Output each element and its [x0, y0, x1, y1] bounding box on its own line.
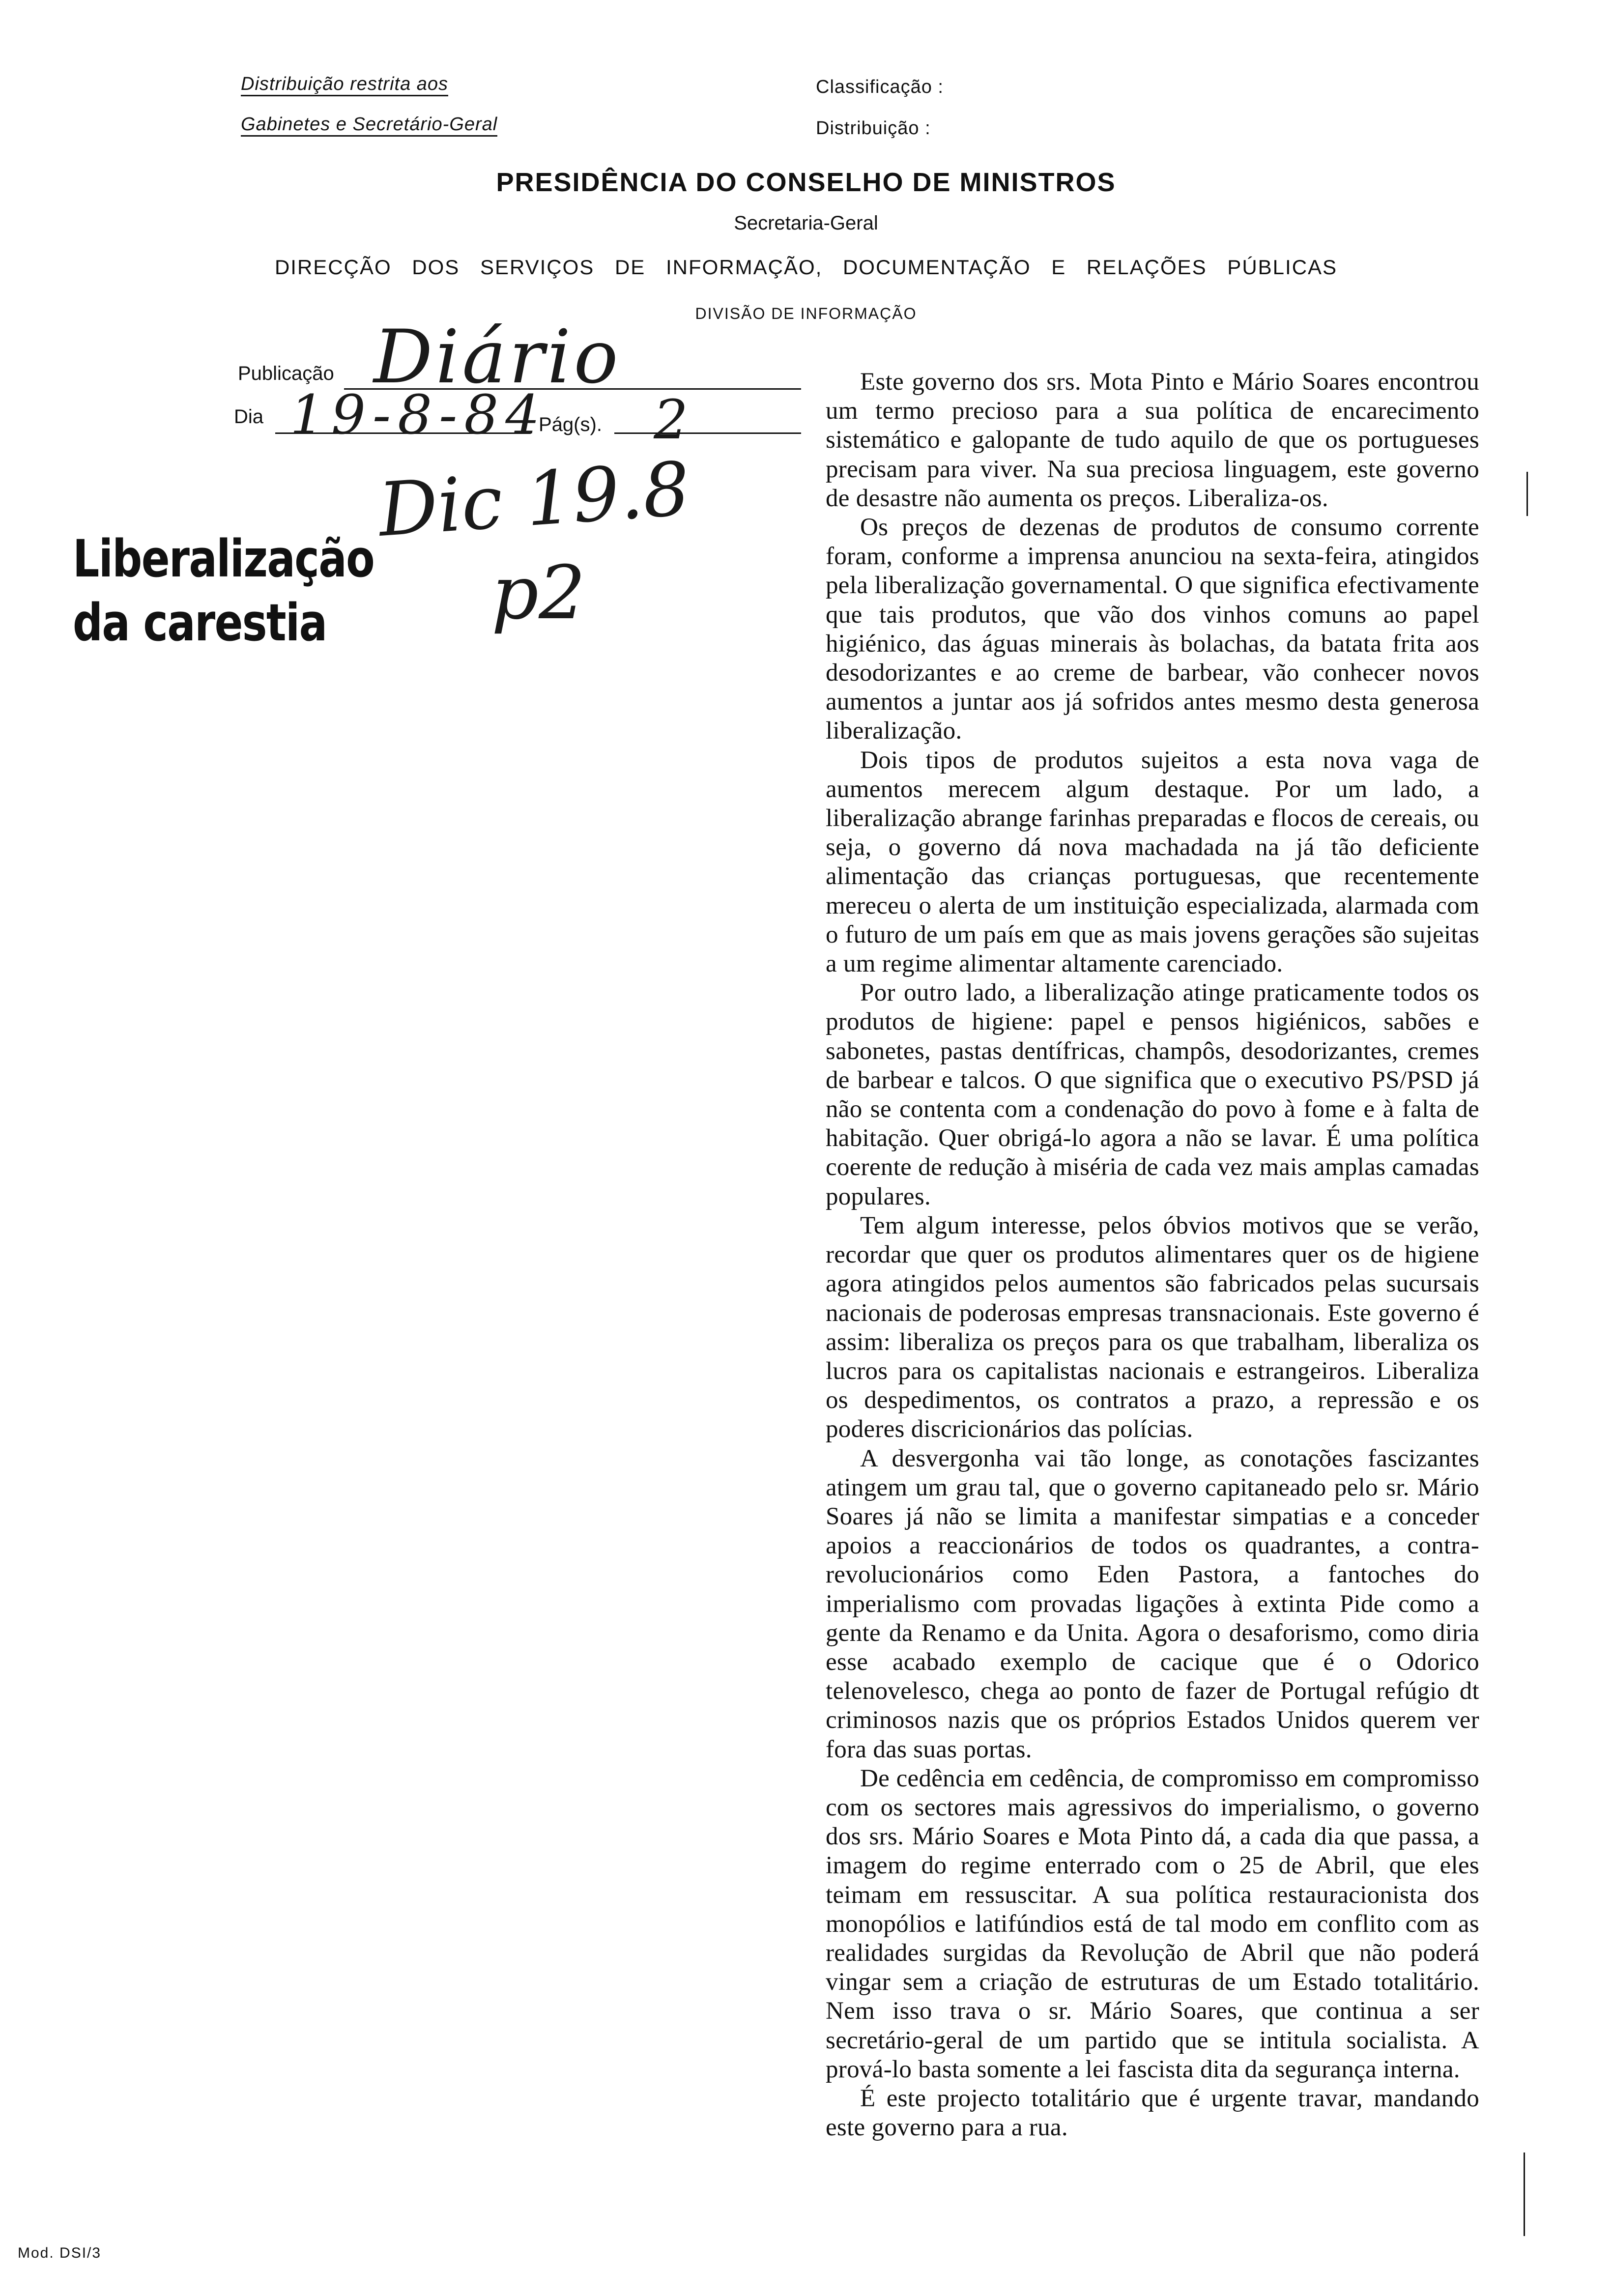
page-line — [614, 432, 801, 434]
article-paragraph: Tem algum interesse, pelos óbvios motivos que se verão, recordar que quer os produtos alimentares quer os de higiene agora atingidos pelos aumentos são fabricados pelas sucursais nacionais de poderosas empresas transnacionais. Este governo é assim: liberaliza os preços para os que trabalham, liberaliza os lucros para os capitalistas nacionais e estrangeiros. Liberaliza os despedimentos, os contratos a prazo, a repressão e os poderes discricionários das polícias. — [826, 1211, 1479, 1443]
handwritten-annotation-date: Dic 19.8 — [375, 446, 693, 553]
day-label: Dia — [234, 406, 264, 428]
article-paragraph: Por outro lado, a liberalização atinge praticamente todos os produtos de higiene: papel e pensos higiénicos, sabões e sabonetes, pastas dentífricas, champôs, desodorizantes, cremes de barbear e talcos. O que significa que o executivo PS/PSD já não se contenta com a condenação do povo à fome e à falta de habitação. Quer obrigá-lo agora a não se lavar. É uma política coerente de redução à miséria de cada vez mais amplas camadas populares. — [826, 979, 1479, 1210]
distribution-label: Distribuição : — [816, 118, 931, 139]
classification-label: Classificação : — [816, 77, 944, 97]
restricted-distribution-line1: Distribuição restrita aos — [241, 74, 448, 96]
article-paragraph: Dois tipos de produtos sujeitos a esta nova vaga de aumentos merecem algum destaque. Por um lado, a liberalização abrange farinhas preparadas e flocos de cereais, ou seja, o governo dá nova machadada na já tão deficiente alimentação das crianças portuguesas, que recentemente mereceu o alerta de um instituição especializada, alarmada com o futuro de um país em que as mais jovens gerações são sujeitas a um regime alimentar altamente carenciado. — [826, 746, 1479, 978]
page-label: Pág(s). — [539, 414, 602, 435]
article-paragraph: Os preços de dezenas de produtos de consumo corrente foram, conforme a imprensa anunciou na sexta-feira, atingidos pela liberalização governamental. O que significa efectivamente que tais produtos, que vão dos vinhos comuns ao papel higiénico, das águas minerais às bolachas, da batata frita aos desodorizantes e ao creme de barbear, vão conhecer novos aumentos a juntar aos já sofridos antes mesmo desta generosa liberalização. — [826, 514, 1479, 745]
day-handwritten: 19-8-84 — [290, 383, 547, 446]
handwritten-annotation-page: p2 — [491, 550, 586, 636]
publication-handwritten: Diário — [374, 315, 621, 400]
column-rule-top — [1526, 472, 1528, 516]
organization-subtitle: Secretaria-Geral — [734, 212, 878, 234]
page-handwritten: 2 — [654, 388, 688, 451]
article-headline: Liberalização da carestia — [73, 529, 374, 653]
article-paragraph: É este projecto totalitário que é urgente travar, mandando este governo para a rua. — [826, 2084, 1479, 2142]
article-paragraph: A desvergonha vai tão longe, as conotações fascizantes atingem um grau tal, que o governo capitaneado pelo sr. Mário Soares já não se limita a manifestar simpatias e a conceder apoios a reaccionários de todos os quadrantes, a contra-revolucionários como Eden Pastora, a fantoches do imperialismo com provadas ligações à extinta Pide como a gente da Renamo e da Unita. Agora o desaforismo, como diria esse acabado exemplo de cacique que é o Odorico telenovelesco, chega ao ponto de fazer de Portugal refúgio dt criminosos nazis que os próprios Estados Unidos querem ver fora das suas portas. — [826, 1444, 1479, 1763]
column-rule-bottom — [1524, 2152, 1525, 2236]
article-paragraph: De cedência em cedência, de compromisso em compromisso com os sectores mais agressivos do imperialismo, o governo dos srs. Mário Soares e Mota Pinto dá, a cada dia que passa, a imagem do regime enterrado com o 25 de Abril, que eles teimam em ressuscitar. A sua política restauracionista dos monopólios e latifúndios está de tal modo em conflito com as realidades surgidas da Revolução de Abril que não poderá vingar sem a criação de estruturas de um Estado totalitário. Nem isso trava o sr. Mário Soares, que continua a ser secretário-geral de um partido que se intitula socialista. A prová-lo basta somente a lei fascista dita da segurança interna. — [826, 1764, 1479, 2083]
article-body — [826, 368, 1479, 2142]
article-paragraph: Este governo dos srs. Mota Pinto e Mário Soares encontrou um termo precioso para a sua política de encarecimento sistemático e galopante de tudo aquilo de que os portugueses precisam para viver. Na sua preciosa linguagem, este governo de desastre não aumenta os preços. Liberaliza-os. — [826, 368, 1479, 512]
restricted-distribution-line2: Gabinetes e Secretário-Geral — [241, 114, 497, 137]
directorate-name: DIRECÇÃO DOS SERVIÇOS DE INFORMAÇÃO, DOCUMENTAÇÃO E RELAÇÕES PÚBLICAS — [274, 256, 1338, 279]
publication-label: Publicação — [238, 363, 334, 384]
form-code: Mod. DSI/3 — [18, 2245, 102, 2261]
division-name: DIVISÃO DE INFORMAÇÃO — [695, 305, 917, 322]
organization-title: PRESIDÊNCIA DO CONSELHO DE MINISTROS — [496, 168, 1116, 197]
